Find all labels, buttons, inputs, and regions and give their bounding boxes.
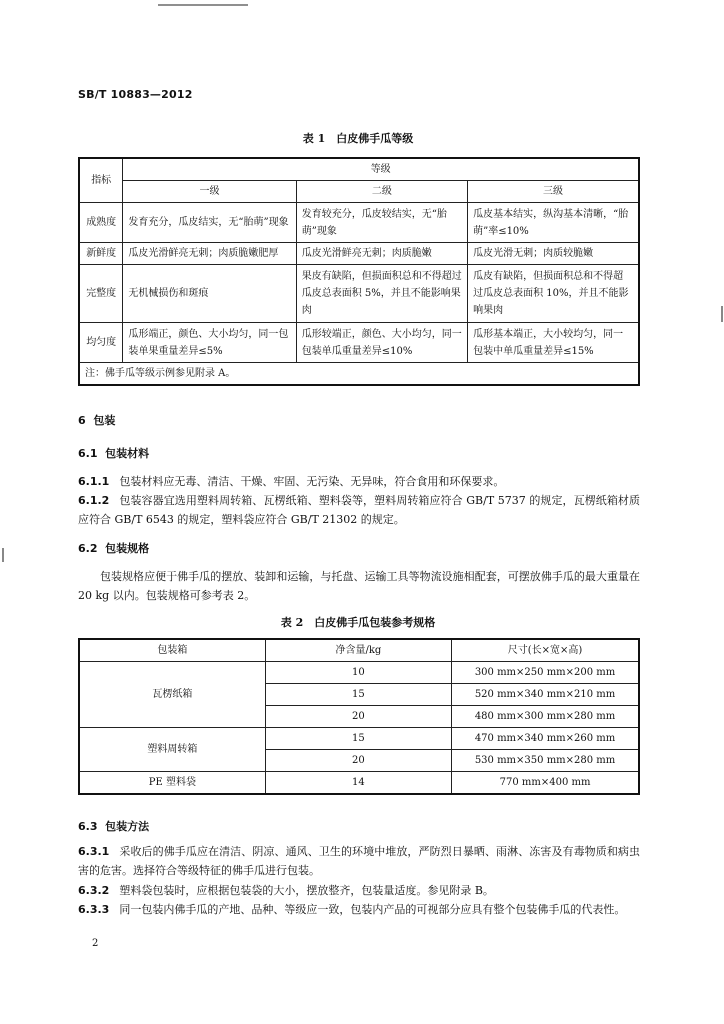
table-cell: 瓜形基本端正，大小较均匀，同一包装中单瓜重量差异≤15% bbox=[468, 323, 639, 363]
table-cell: 瓜皮基本结实，纵沟基本清晰，“胎萌”率≤10% bbox=[468, 203, 639, 243]
row-indicator: 均匀度 bbox=[79, 323, 123, 363]
net-weight: 15 bbox=[265, 684, 451, 706]
row-indicator: 完整度 bbox=[79, 265, 123, 323]
dimensions: 530 mm×350 mm×280 mm bbox=[452, 750, 639, 772]
row-indicator: 成熟度 bbox=[79, 203, 123, 243]
clause-number: 6.1.2 bbox=[78, 494, 110, 507]
header-cell: 净含量/kg bbox=[265, 639, 451, 662]
clause-number: 6.3.3 bbox=[78, 903, 110, 916]
table-cell: 瓜形较端正，颜色、大小均匀，同一包装单瓜重量差异≤10% bbox=[296, 323, 467, 363]
subsection-heading bbox=[78, 445, 149, 461]
table-cell: 瓜皮有缺陷，但损面积总和不得超过瓜皮总表面积 10%，并且不能影响果肉 bbox=[468, 265, 639, 323]
paragraph bbox=[78, 491, 640, 529]
table-row bbox=[79, 323, 639, 363]
packaging-table bbox=[78, 638, 640, 795]
table-note-row bbox=[79, 363, 639, 386]
row-indicator: 新鲜度 bbox=[79, 243, 123, 265]
package-type: 瓦楞纸箱 bbox=[79, 662, 265, 728]
dimensions: 480 mm×300 mm×280 mm bbox=[452, 706, 639, 728]
clause-text: 包装容器宜选用塑料周转箱、瓦楞纸箱、塑料袋等，塑料周转箱应符合 GB/T 5737 的规定，瓦楞纸箱材质应符合 GB/T 6543 的规定，塑料袋应符合 GB/T 21302 的规定。 bbox=[78, 494, 640, 526]
section-heading bbox=[78, 412, 115, 428]
subsection-number: 6.3 bbox=[78, 820, 98, 833]
dimensions: 470 mm×340 mm×260 mm bbox=[452, 728, 639, 750]
table-row bbox=[79, 662, 639, 684]
net-weight: 20 bbox=[265, 750, 451, 772]
clause-number: 6.3.2 bbox=[78, 884, 110, 897]
table-cell: 瓜皮光滑无刺；肉质较脆嫩 bbox=[468, 243, 639, 265]
clause-text: 同一包装内佛手瓜的产地、品种、等级应一致，包装内产品的可视部分应具有整个包装佛手瓜的代表性。 bbox=[119, 903, 626, 916]
table-row bbox=[79, 203, 639, 243]
header-cell: 包装箱 bbox=[79, 639, 265, 662]
subsection-title: 包装规格 bbox=[105, 542, 150, 555]
table-cell: 发育较充分，瓜皮较结实，无“胎萌”现象 bbox=[296, 203, 467, 243]
paragraph bbox=[78, 472, 640, 491]
table1-caption: 表 1 白皮佛手瓜等级 bbox=[302, 132, 414, 145]
header-indicator: 指标 bbox=[79, 158, 123, 203]
net-weight: 14 bbox=[265, 772, 451, 795]
subsection-title: 包装材料 bbox=[105, 447, 150, 460]
net-weight: 15 bbox=[265, 728, 451, 750]
table-header-row bbox=[79, 639, 639, 662]
package-type: PE 塑料袋 bbox=[79, 772, 265, 795]
dimensions: 770 mm×400 mm bbox=[452, 772, 639, 795]
table-cell: 瓜皮光滑鲜亮无刺；肉质脆嫩 bbox=[296, 243, 467, 265]
grade-label: 三级 bbox=[468, 181, 639, 203]
page-number: 2 bbox=[92, 938, 99, 949]
table-row bbox=[79, 243, 639, 265]
net-weight: 20 bbox=[265, 706, 451, 728]
paragraph bbox=[78, 842, 640, 880]
table-cell: 瓜皮光滑鲜亮无刺；肉质脆嫩肥厚 bbox=[123, 243, 296, 265]
subsection-number: 6.1 bbox=[78, 447, 98, 460]
dimensions: 520 mm×340 mm×210 mm bbox=[452, 684, 639, 706]
grade-label: 一级 bbox=[123, 181, 296, 203]
subsection-title: 包装方法 bbox=[105, 820, 150, 833]
table-cell: 发育充分，瓜皮结实，无“胎萌”现象 bbox=[123, 203, 296, 243]
subsection-heading bbox=[78, 540, 149, 556]
dimensions: 300 mm×250 mm×200 mm bbox=[452, 662, 639, 684]
section-title: 包装 bbox=[93, 414, 116, 427]
header-cell: 尺寸(长×宽×高) bbox=[452, 639, 639, 662]
section-number: 6 bbox=[78, 414, 86, 427]
table-row bbox=[79, 265, 639, 323]
subsection-number: 6.2 bbox=[78, 542, 98, 555]
scan-edge-mark bbox=[721, 306, 723, 322]
grade-label: 二级 bbox=[296, 181, 467, 203]
paragraph bbox=[78, 881, 640, 900]
table-row bbox=[79, 772, 639, 795]
clause-number: 6.3.1 bbox=[78, 845, 110, 858]
clause-text: 包装材料应无毒、清洁、干燥、牢固、无污染、无异味，符合食用和环保要求。 bbox=[119, 475, 505, 488]
table-note: 注：佛手瓜等级示例参见附录 A。 bbox=[79, 363, 639, 386]
paragraph: 包装规格应便于佛手瓜的摆放、装卸和运输，与托盘、运输工具等物流设施相配套，可摆放佛手瓜的最大重量在 20 kg 以内。包装规格可参考表 2。 bbox=[78, 570, 640, 602]
standard-code: SB/T 10883—2012 bbox=[78, 88, 193, 101]
grade-table bbox=[78, 157, 640, 386]
clause-text: 采收后的佛手瓜应在清洁、阴凉、通风、卫生的环境中堆放，严防烈日暴晒、雨淋、冻害及有毒物质和病虫害的危害。选择符合等级特征的佛手瓜进行包装。 bbox=[78, 845, 640, 877]
net-weight: 10 bbox=[265, 662, 451, 684]
clause-number: 6.1.1 bbox=[78, 475, 110, 488]
header-grade: 等级 bbox=[123, 158, 639, 181]
table-cell: 果皮有缺陷，但损面积总和不得超过瓜皮总表面积 5%，并且不能影响果肉 bbox=[296, 265, 467, 323]
table2-caption: 表 2 白皮佛手瓜包装参考规格 bbox=[280, 616, 436, 629]
package-type: 塑料周转箱 bbox=[79, 728, 265, 772]
scan-artifact bbox=[158, 0, 248, 6]
table-row bbox=[79, 728, 639, 750]
scan-edge-mark bbox=[2, 548, 4, 562]
table-header-row bbox=[79, 158, 639, 181]
clause-text: 塑料袋包装时，应根据包装袋的大小，摆放整齐，包装量适度。参见附录 B。 bbox=[119, 884, 494, 897]
subsection-heading bbox=[78, 818, 149, 834]
table-header-row bbox=[79, 181, 639, 203]
table-cell: 瓜形端正，颜色、大小均匀，同一包装单果重量差异≤5% bbox=[123, 323, 296, 363]
paragraph bbox=[78, 900, 640, 919]
table-cell: 无机械损伤和斑痕 bbox=[123, 265, 296, 323]
